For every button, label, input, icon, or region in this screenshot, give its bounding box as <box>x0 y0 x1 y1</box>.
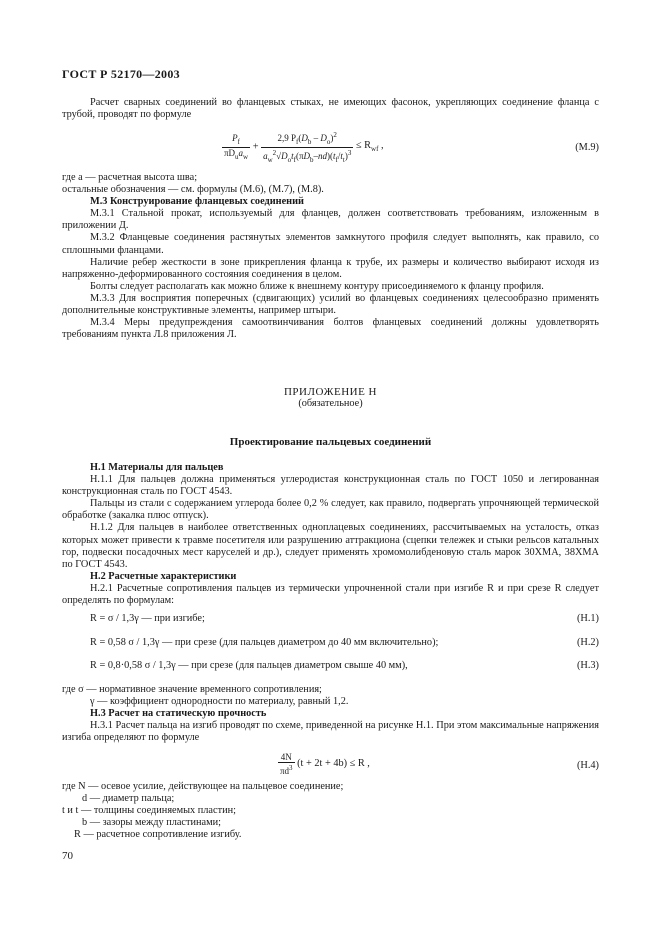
formula-h3: R = 0,8·0,58 σ / 1,3γ — при срезе (для пальцев диаметром свыше 40 мм), (Н.3) <box>90 660 599 671</box>
formula-number-h1: (Н.1) <box>576 613 599 624</box>
section-n3: где σ — нормативное значение временного сопротивления; γ — коэффициент однородности по материалу, равный 1,2. Н.3 Расчет на статическую прочность Н.3.1 Расчет пальца на изгиб проводят по схеме, приведенной на рисунке Н.1. При этом максимальные напряжения изгиба определяют по формуле <box>62 684 599 744</box>
section-n1-n2: Н.1 Материалы для пальцев Н.1.1 Для пальцев должна применяться углеродистая конструкционная сталь по ГОСТ 1050 и легированная конструкционная сталь по ГОСТ 4543. Пальцы из стали с содержанием углерода более 0,2 % следует, как правило, подвергать упрочняющей термической обработке (закалка плюс отпуск). Н.1.2 Для пальцев в наиболее ответственных одноплацевых соединениях, рассчитываемых на усталость, отказ которых может привести к травме посетителя или разрушению аттракциона (сцепки тележек и стыки рельсов катальных гор, подвески посадочных мест каруселей и др.), следует применять хромомолибденовую сталь марок 30ХМА, 38ХМА по ГОСТ 4543. Н.2 Расчетные характеристики Н.2.1 Расчетные сопротивления пальцев из термически упрочненной стали при изгибе R и при срезе R следует определять по формулам: <box>62 462 599 607</box>
formula-h2: R = 0,58 σ / 1,3γ — при срезе (для пальцев диаметром до 40 мм включительно); (Н.2) <box>90 637 599 648</box>
formula-number-h2: (Н.2) <box>576 637 599 648</box>
formula-h4: $\frac{4N}{\pi d^3}$ (t + 2t + 4b) ≤ R , (Н.4) <box>280 752 599 776</box>
formula-number-m9: (М.9) <box>575 142 599 153</box>
formula-number-h4: (Н.4) <box>576 760 599 771</box>
page-number: 70 <box>62 850 73 862</box>
section-heading-n1: Н.1 Материалы для пальцев <box>90 462 224 473</box>
page-header: ГОСТ Р 52170—2003 <box>62 67 180 81</box>
section-heading-n3: Н.3 Расчет на статическую прочность <box>90 708 267 720</box>
h4-definitions: где N — осевое усилие, действующее на пальцевое соединение; d — диаметр пальца; t и t — толщины соединяемых пластин; b — зазоры между пластинами; R — расчетное сопротивление изгибу. <box>62 781 344 841</box>
section-heading-n2: Н.2 Расчетные характеристики <box>90 570 237 582</box>
intro-paragraph: Расчет сварных соединений во фланцевых стыках, не имеющих фасонок, укрепляющих соединение фланца с трубой, проводят по формуле <box>62 97 599 121</box>
appendix-subtitle: (обязательное) <box>298 398 363 410</box>
appendix-title-block <box>62 386 599 410</box>
formula-number-h3: (Н.3) <box>576 660 599 671</box>
appendix-title: ПРИЛОЖЕНИЕ Н <box>283 386 377 398</box>
appendix-heading: Проектирование пальцевых соединений <box>229 436 432 448</box>
formula-m9: $\frac{P_f}{\pi D_ua_w}$ + $\frac{2,9 P_f(D_b - D_o)^2}{a_w^2√D_ot_f(\pi D_b-nd)(t_f/t_t)^3}$ ≤ $R_{wf}$ , (М.9) <box>224 131 599 164</box>
section-heading-m3: М.3 Конструирование фланцевых соединений <box>90 196 304 208</box>
formula-h1: R = σ / 1,3γ — при изгибе; (Н.1) <box>90 613 599 624</box>
m9-definitions: где a — расчетная высота шва; остальные обозначения — см. формулы (М.6), (М.7), (М.8). М.3 Конструирование фланцевых соединений М.3.1 Стальной прокат, используемый для фланцев, должен соответствовать требованиям, изложенным в приложении Д. М.3.2 Фланцевые соединения растянутых элементов замкнутого профиля следует выполнять, как правило, со сплошными фланцами. Наличие ребер жесткости в зоне прикрепления фланца к трубе, их размеры и количество выбирают исходя из напряженно-деформированного состояния соединения в целом. Болты следует располагать как можно ближе к внешнему контуру присоединяемого к фланцу профиля. М.3.3 Для восприятия поперечных (сдвигающих) усилий во фланцевых соединениях целесообразно применять дополнительные конструктивные элементы, например штыри. М.3.4 Меры предупреждения самоотвинчивания болтов фланцевых соединений должны удовлетворять требованиям пункта Л.8 приложения Л. <box>62 172 599 341</box>
